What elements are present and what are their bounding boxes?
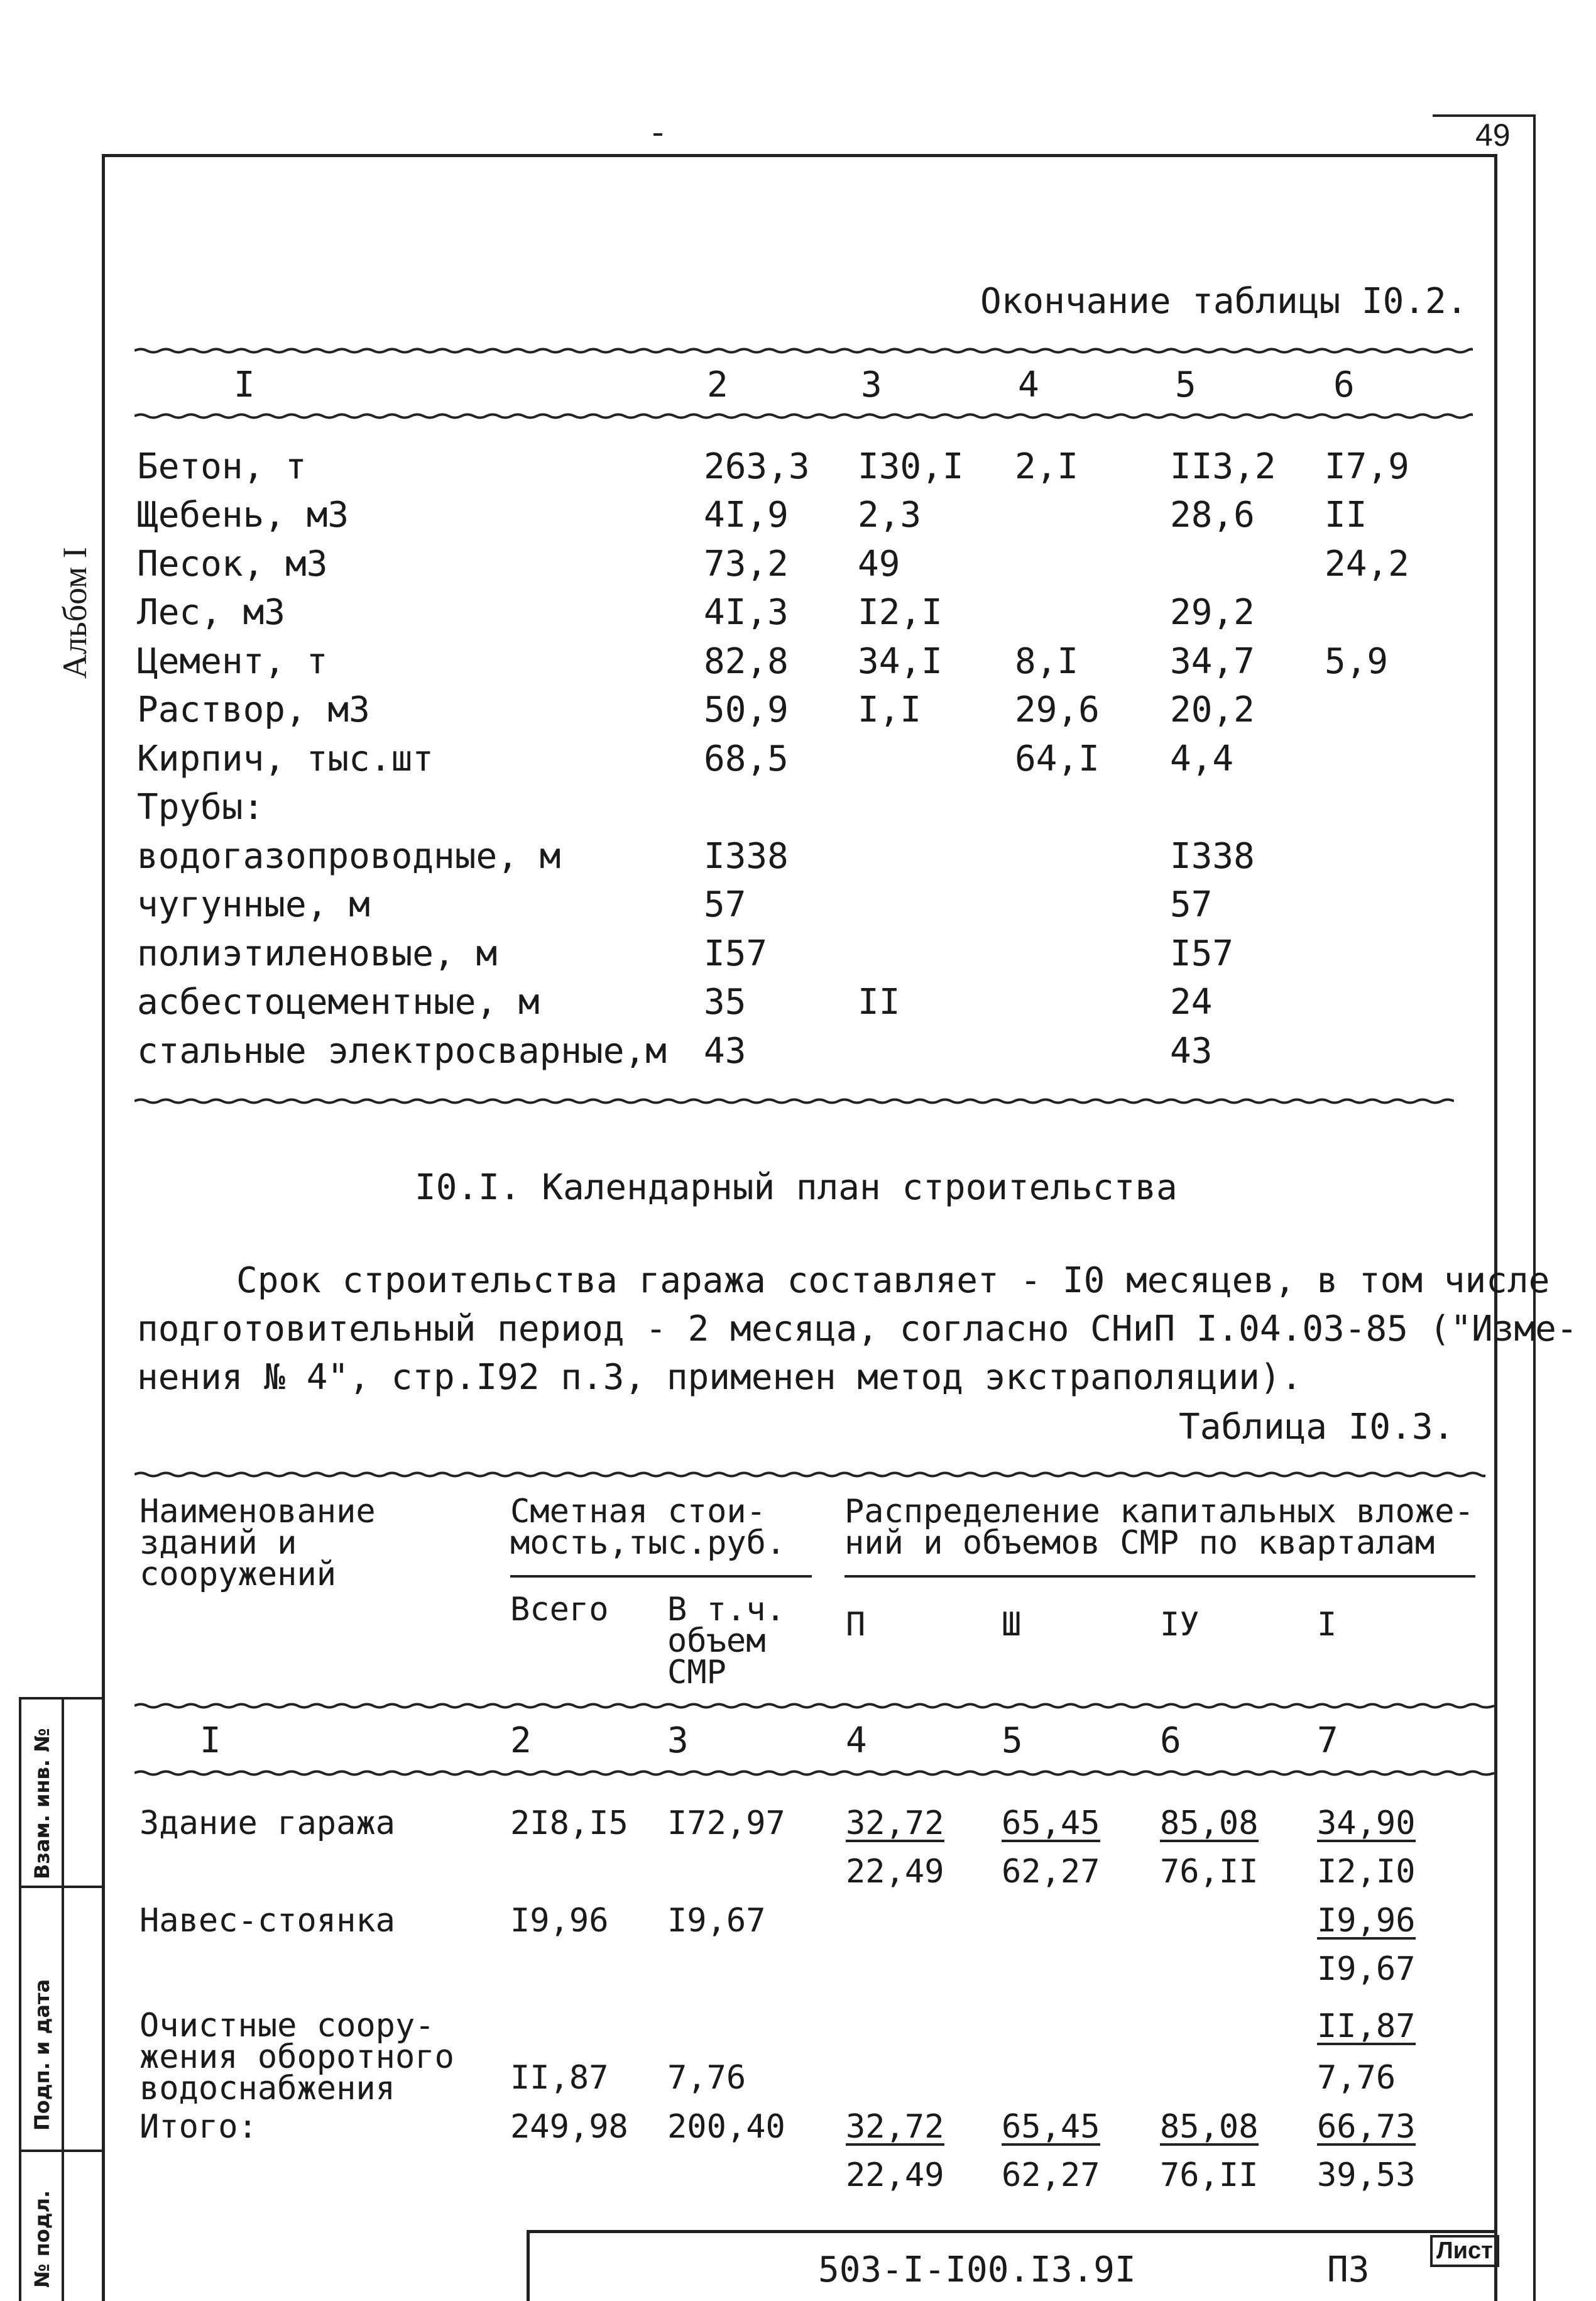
- frame-top-border: [102, 154, 1497, 157]
- table2-caption: Таблица I0.3.: [1179, 1407, 1455, 1447]
- stamp-strip-line-2: [19, 1886, 102, 1888]
- side-label-sign: Подп. и дата: [30, 1979, 54, 2131]
- paragraph-line-2: подготовительный период - 2 месяца, согласно СНиП I.04.03-85 ("Изме-: [137, 1309, 1578, 1349]
- table2-header-rule: [134, 1702, 1494, 1710]
- table1-top-rule: [134, 347, 1473, 354]
- stamp-sheet-label: Лист: [1430, 2235, 1499, 2267]
- t2-head-q3: IУ: [1160, 1606, 1200, 1644]
- stamp-top: [527, 2230, 1494, 2233]
- t1-col-3: 3: [861, 365, 882, 405]
- t2-head-q4: I: [1317, 1606, 1337, 1644]
- table2-top-rule: [134, 1471, 1485, 1478]
- section-title: I0.I. Календарный план строительства: [415, 1167, 1178, 1208]
- album-label: Альбом I: [56, 547, 94, 679]
- page-number: 49: [1475, 118, 1511, 153]
- t2-head-distribution: Распределение капитальных вложе- ний и объемов СМР по кварталам: [844, 1493, 1474, 1562]
- frame-outer-right-border: [1533, 114, 1536, 2301]
- t2-head-subrule-distribution: [844, 1575, 1475, 1578]
- stamp-strip-mid: [62, 1697, 64, 2301]
- side-label-orig: № подл.: [30, 2190, 54, 2288]
- table1-bottom-rule: [134, 1097, 1454, 1105]
- stamp-strip-right: [102, 1697, 105, 2301]
- t1-col-4: 4: [1018, 365, 1039, 405]
- t2-head-q1: П: [846, 1606, 866, 1644]
- table1-header-rule: [134, 412, 1473, 420]
- top-dash: [653, 133, 662, 136]
- t2-head-incl: В т.ч. объем СМР: [667, 1591, 785, 1691]
- stamp-strip-left: [19, 1697, 21, 2301]
- t2-head-cost: Сметная стои- мость,тыс.руб.: [510, 1493, 786, 1562]
- stamp-strip-line-3: [19, 2150, 102, 2152]
- t2-head-name: Наименование зданий и сооружений: [139, 1493, 376, 1593]
- stamp-code: 503-I-I00.I3.9I: [818, 2249, 1136, 2290]
- paragraph-line-3: нения № 4", стр.I92 п.3, применен метод экстраполяции).: [137, 1357, 1303, 1398]
- t2-head-subrule-cost: [510, 1575, 812, 1578]
- frame-right-border: [1494, 154, 1497, 2301]
- stamp-section: ПЗ: [1327, 2249, 1370, 2290]
- t1-col-5: 5: [1175, 365, 1196, 405]
- t2-head-total: Всего: [510, 1591, 609, 1628]
- t1-col-6: 6: [1333, 365, 1355, 405]
- stamp-left: [527, 2230, 530, 2301]
- t1-col-2: 2: [707, 365, 728, 405]
- paragraph-line-1: Срок строительства гаража составляет - I0 месяцев, в том числе: [236, 1260, 1550, 1301]
- stamp-strip-line-1: [19, 1697, 102, 1700]
- table2-numbers-rule: [134, 1769, 1494, 1777]
- t1-col-1: I: [234, 365, 255, 405]
- side-label-inv: Взам. инв. №: [30, 1728, 54, 1879]
- t2-head-q2: Ш: [1002, 1606, 1022, 1644]
- table-caption: Окончание таблицы I0.2.: [980, 281, 1468, 322]
